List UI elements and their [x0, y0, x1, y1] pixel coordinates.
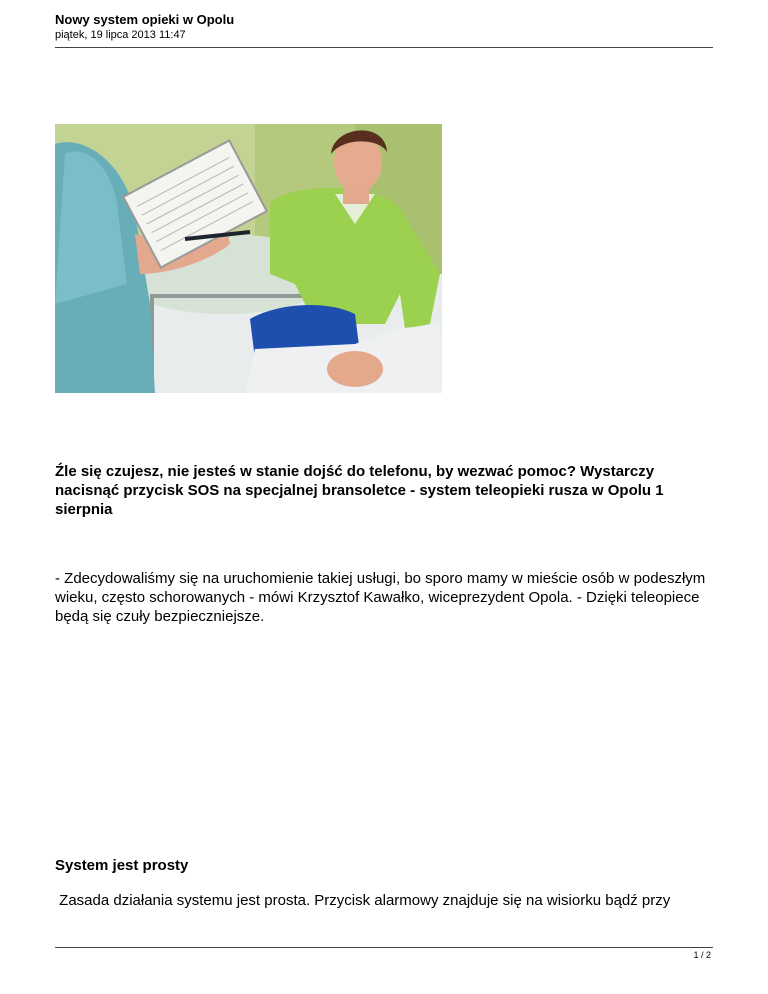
- article-lead: Źle się czujesz, nie jesteś w stanie dojść do telefonu, by wezwać pomoc? Wystarczy nacisnąć przycisk SOS na specjalnej bransoletce - system teleopieki rusza w Opolu 1 sierpnia: [55, 463, 664, 518]
- header-divider: [55, 47, 713, 48]
- article-photo: [55, 124, 442, 393]
- publish-date: piątek, 19 lipca 2013 11:47: [55, 29, 186, 41]
- article-paragraph: Zasada działania systemu jest prosta. Przycisk alarmowy znajduje się na wisiorku bądź przy: [55, 892, 671, 909]
- page-header: [55, 12, 713, 42]
- page-title: Nowy system opieki w Opolu: [55, 12, 235, 27]
- article-quote: - Zdecydowaliśmy się na uruchomienie takiej usługi, bo sporo mamy w mieście osób w podeszłym wieku, często schorowanych - mówi Krzysztof Kawałko, wiceprezydent Opola. - Dzięki teleopiece będą się czuły bezpieczniejsze.: [55, 570, 706, 625]
- page-number: 1 / 2: [693, 950, 711, 960]
- footer-divider: [55, 947, 713, 948]
- section-heading: System jest prosty: [55, 857, 189, 874]
